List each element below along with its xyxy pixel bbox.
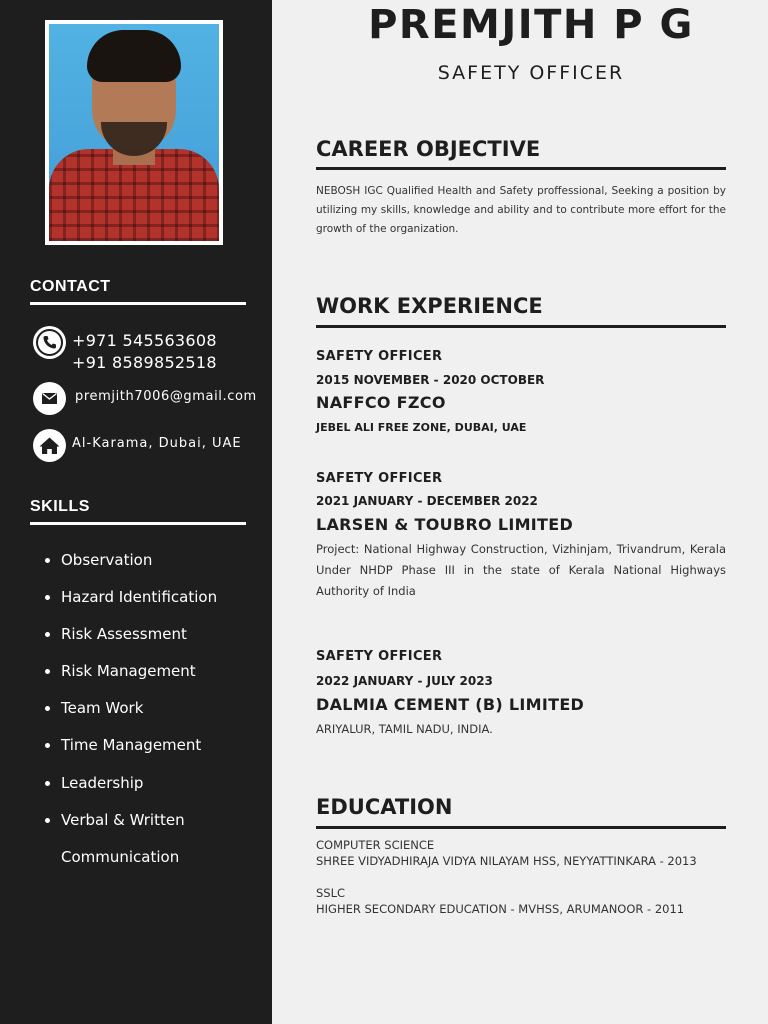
home-address: Al-Karama, Dubai, UAE xyxy=(72,436,242,451)
education-course: COMPUTER SCIENCE xyxy=(316,838,435,852)
phone-number-india: +91 8589852518 xyxy=(72,353,217,372)
skills-heading: SKILLS xyxy=(30,498,90,515)
career-objective-divider xyxy=(316,167,726,170)
work-experience-heading: WORK EXPERIENCE xyxy=(316,294,543,318)
job-location: ARIYALUR, TAMIL NADU, INDIA. xyxy=(316,722,493,736)
job-title: SAFETY OFFICER xyxy=(316,649,443,664)
skills-list xyxy=(44,542,259,876)
skill-item: Team Work xyxy=(44,690,259,727)
education-divider xyxy=(316,826,726,829)
job-dates: 2015 NOVEMBER - 2020 OCTOBER xyxy=(316,373,545,387)
home-icon xyxy=(33,429,66,462)
phone-number-uae: +971 545563608 xyxy=(72,331,217,350)
skill-item: Verbal & Written xyxy=(44,802,259,839)
job-dates: 2022 JANUARY - JULY 2023 xyxy=(316,674,493,688)
work-experience-divider xyxy=(316,325,726,328)
contact-divider xyxy=(30,302,246,305)
contact-heading: CONTACT xyxy=(30,278,111,295)
candidate-title: SAFETY OFFICER xyxy=(437,62,625,84)
skill-item: Hazard Identification xyxy=(44,579,259,616)
phone-icon xyxy=(33,326,66,359)
skill-item: Time Management xyxy=(44,727,259,764)
skill-item: Observation xyxy=(44,542,259,579)
main-content xyxy=(272,0,768,1024)
education-heading: EDUCATION xyxy=(316,795,453,819)
career-objective-heading: CAREER OBJECTIVE xyxy=(316,137,541,161)
education-institution: HIGHER SECONDARY EDUCATION - MVHSS, ARUMANOOR - 2011 xyxy=(316,902,685,916)
candidate-name: PREMJITH P G xyxy=(368,2,694,48)
mail-icon xyxy=(33,382,66,415)
company-name: LARSEN & TOUBRO LIMITED xyxy=(316,515,574,534)
education-course: SSLC xyxy=(316,886,346,900)
education-institution: SHREE VIDYADHIRAJA VIDYA NILAYAM HSS, NEYYATTINKARA - 2013 xyxy=(316,854,697,868)
job-description: Project: National Highway Construction, Vizhinjam, Trivandrum, Kerala Under NHDP Phase III in the state of Kerala National Highways Authority of India xyxy=(316,542,726,598)
profile-photo xyxy=(49,24,219,241)
skill-item: Risk Assessment xyxy=(44,616,259,653)
company-name: DALMIA CEMENT (B) LIMITED xyxy=(316,695,585,714)
job-title: SAFETY OFFICER xyxy=(316,349,443,364)
skills-divider xyxy=(30,522,246,525)
email-address: premjith7006@gmail.com xyxy=(75,389,257,404)
sidebar xyxy=(0,0,272,1024)
career-objective-text: NEBOSH IGC Qualified Health and Safety proffessional, Seeking a position by utilizing my skills, knowledge and ability and to contribute more effort for the growth of the organization. xyxy=(316,185,726,235)
skill-item: Risk Management xyxy=(44,653,259,690)
company-name: NAFFCO FZCO xyxy=(316,393,446,412)
skill-item: Leadership xyxy=(44,765,259,802)
job-location: JEBEL ALI FREE ZONE, DUBAI, UAE xyxy=(316,421,527,434)
job-title: SAFETY OFFICER xyxy=(316,471,443,486)
job-dates: 2021 JANUARY - DECEMBER 2022 xyxy=(316,494,538,508)
skill-item-continuation: Communication xyxy=(61,847,180,866)
profile-photo-frame xyxy=(45,20,223,245)
